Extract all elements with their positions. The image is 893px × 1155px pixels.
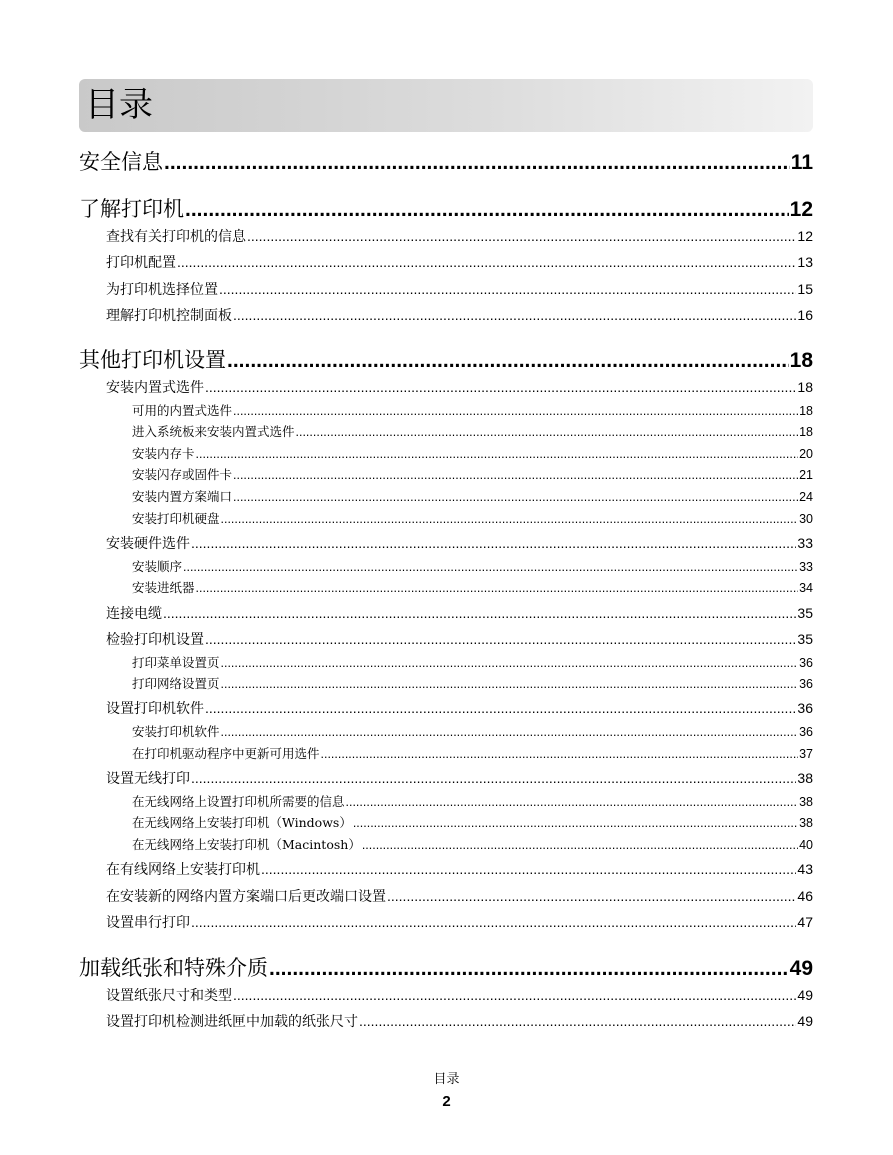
toc-entry-label: 安装顺序 [132,559,183,574]
dot-leader [221,656,799,670]
dot-leader [227,349,789,373]
toc-entry-topic[interactable] [132,835,813,853]
dot-leader [346,795,799,809]
toc-entry-page: 11 [790,151,813,174]
toc-entry-label: 设置打印机检测进纸匣中加载的纸张尺寸 [106,1014,358,1030]
dot-leader [205,379,796,395]
dot-leader [221,725,799,739]
toc-entry-subsection[interactable] [106,533,813,553]
toc-entry-topic[interactable] [132,653,813,671]
footer-section-label: 目录 [433,1072,460,1087]
toc-entry-subsection[interactable] [106,377,813,397]
toc-entry-page: 18 [797,379,813,395]
dot-leader [362,838,798,852]
toc-entry-label: 设置纸张尺寸和类型 [106,988,232,1004]
toc-entry-topic[interactable] [132,465,813,483]
toc-entry-page: 30 [799,512,813,526]
toc-entry-page: 46 [797,888,813,904]
toc-entry-page: 18 [799,404,813,418]
toc-entry-label: 打印机配置 [106,255,176,271]
toc-entry-topic[interactable] [132,557,813,575]
toc-entry-label: 安装打印机软件 [132,724,220,739]
footer-page-number: 2 [442,1093,451,1110]
dot-leader [205,631,796,647]
toc-entry-label: 设置无线打印 [106,771,190,787]
toc-entry-section[interactable] [79,146,813,176]
toc-entry-subsection[interactable] [106,252,813,272]
dot-leader [387,888,796,904]
toc-entry-subsection[interactable] [106,305,813,325]
dot-leader [191,770,796,786]
toc-entry-label: 在无线网络上安装打印机（Windows） [132,815,352,830]
dot-leader [233,468,798,482]
toc-entry-section[interactable] [79,344,813,374]
dot-leader [205,700,796,716]
dot-leader [261,861,796,877]
dot-leader [221,677,799,691]
toc-entry-page: 36 [799,677,813,691]
toc-entry-page: 34 [799,581,813,595]
dot-leader [233,490,798,504]
toc-entry-page: 13 [797,254,813,270]
toc-entry-page: 15 [797,281,813,297]
toc-entry-page: 36 [799,656,813,670]
toc-entry-label: 安装进纸器 [132,580,195,595]
dot-leader [196,581,799,595]
toc-entry-page: 49 [789,957,813,980]
toc-entry-label: 了解打印机 [79,197,184,221]
toc-entry-page: 35 [797,631,813,647]
toc-entry-subsection[interactable] [106,768,813,788]
toc-entry-label: 查找有关打印机的信息 [106,229,246,245]
toc-entry-subsection[interactable] [106,279,813,299]
toc-entry-label: 设置打印机软件 [106,701,204,717]
toc-entry-topic[interactable] [132,792,813,810]
toc-entry-page: 18 [789,349,813,372]
dot-leader [183,560,798,574]
dot-leader [191,914,796,930]
toc-entry-page: 37 [799,747,813,761]
dot-leader [353,816,798,830]
toc-entry-section[interactable] [79,952,813,982]
dot-leader [296,425,799,439]
toc-entry-page: 38 [797,770,813,786]
toc-entry-label: 在无线网络上设置打印机所需要的信息 [132,794,345,809]
toc-entry-page: 33 [797,535,813,551]
toc-entry-page: 21 [799,468,813,482]
toc-entry-label: 在安装新的网络内置方案端口后更改端口设置 [106,889,386,905]
toc-entry-page: 12 [789,198,813,221]
dot-leader [233,987,796,1003]
toc-entry-label: 安装闪存或固件卡 [132,467,233,482]
dot-leader [247,228,796,244]
dot-leader [321,747,799,761]
toc-entry-page: 16 [797,307,813,323]
toc-entry-label: 其他打印机设置 [79,348,226,372]
toc-entry-subsection[interactable] [106,859,813,879]
toc-entry-page: 38 [799,816,813,830]
toc-entry-label: 在无线网络上安装打印机（Macintosh） [132,837,361,852]
toc-entry-topic[interactable] [132,578,813,596]
dot-leader [359,1013,796,1029]
toc-entry-topic[interactable] [132,487,813,505]
toc-entry-label: 安装硬件选件 [106,536,190,552]
toc-entry-label: 安全信息 [79,150,163,174]
toc-entry-topic[interactable] [132,722,813,740]
toc-entry-label: 打印菜单设置页 [132,655,220,670]
dot-leader [219,281,796,297]
dot-leader [221,512,799,526]
dot-leader [177,254,796,270]
toc-entry-page: 35 [797,605,813,621]
toc-entry-page: 47 [797,914,813,930]
toc-entry-topic[interactable] [132,444,813,462]
toc-entry-topic[interactable] [132,401,813,419]
toc-entry-label: 加载纸张和特殊介质 [79,956,268,980]
toc-entry-label: 安装打印机硬盘 [132,511,220,526]
toc-entry-subsection[interactable] [106,226,813,246]
toc-entry-label: 安装内置方案端口 [132,489,233,504]
toc-entry-page: 36 [797,700,813,716]
toc-entry-subsection[interactable] [106,1011,813,1031]
toc-entry-label: 在打印机驱动程序中更新可用选件 [132,746,320,761]
toc-entry-label: 进入系统板来安装内置式选件 [132,424,295,439]
toc-entry-label: 安装内置式选件 [106,380,204,396]
toc-entry-page: 24 [799,490,813,504]
toc-entry-topic[interactable] [132,813,813,831]
toc-entry-label: 检验打印机设置 [106,632,204,648]
toc-entry-subsection[interactable] [106,698,813,718]
toc-entry-subsection[interactable] [106,629,813,649]
toc-entry-topic[interactable] [132,744,813,762]
toc-entry-label: 设置串行打印 [106,915,190,931]
page-title: 目录 [85,85,153,125]
toc-entry-label: 在有线网络上安装打印机 [106,862,260,878]
dot-leader [163,605,796,621]
toc-entry-page: 20 [799,447,813,461]
toc-entry-page: 49 [797,987,813,1003]
toc-entry-label: 安装内存卡 [132,446,195,461]
toc-entry-page: 33 [799,560,813,574]
toc-entry-subsection[interactable] [106,886,813,906]
toc-entry-page: 49 [797,1013,813,1029]
toc-entry-page: 40 [799,838,813,852]
toc-entry-page: 38 [799,795,813,809]
dot-leader [233,404,798,418]
toc-entry-page: 12 [797,228,813,244]
toc-entry-subsection[interactable] [106,985,813,1005]
dot-leader [164,151,790,175]
toc-entry-label: 理解打印机控制面板 [106,308,232,324]
toc-entry-label: 为打印机选择位置 [106,282,218,298]
toc-entry-topic[interactable] [132,674,813,692]
toc-entry-subsection[interactable] [106,603,813,623]
dot-leader [196,447,799,461]
dot-leader [185,198,789,222]
toc-entry-page: 18 [799,425,813,439]
toc-entry-label: 打印网络设置页 [132,676,220,691]
toc-entry-topic[interactable] [132,509,813,527]
toc-entry-section[interactable] [79,193,813,223]
toc-entry-label: 连接电缆 [106,606,162,622]
toc-entry-subsection[interactable] [106,912,813,932]
toc-entry-label: 可用的内置式选件 [132,403,233,418]
toc-entry-page: 43 [797,861,813,877]
dot-leader [233,307,796,323]
toc-entry-topic[interactable] [132,422,813,440]
dot-leader [269,957,789,981]
toc-entry-page: 36 [799,725,813,739]
dot-leader [191,535,796,551]
